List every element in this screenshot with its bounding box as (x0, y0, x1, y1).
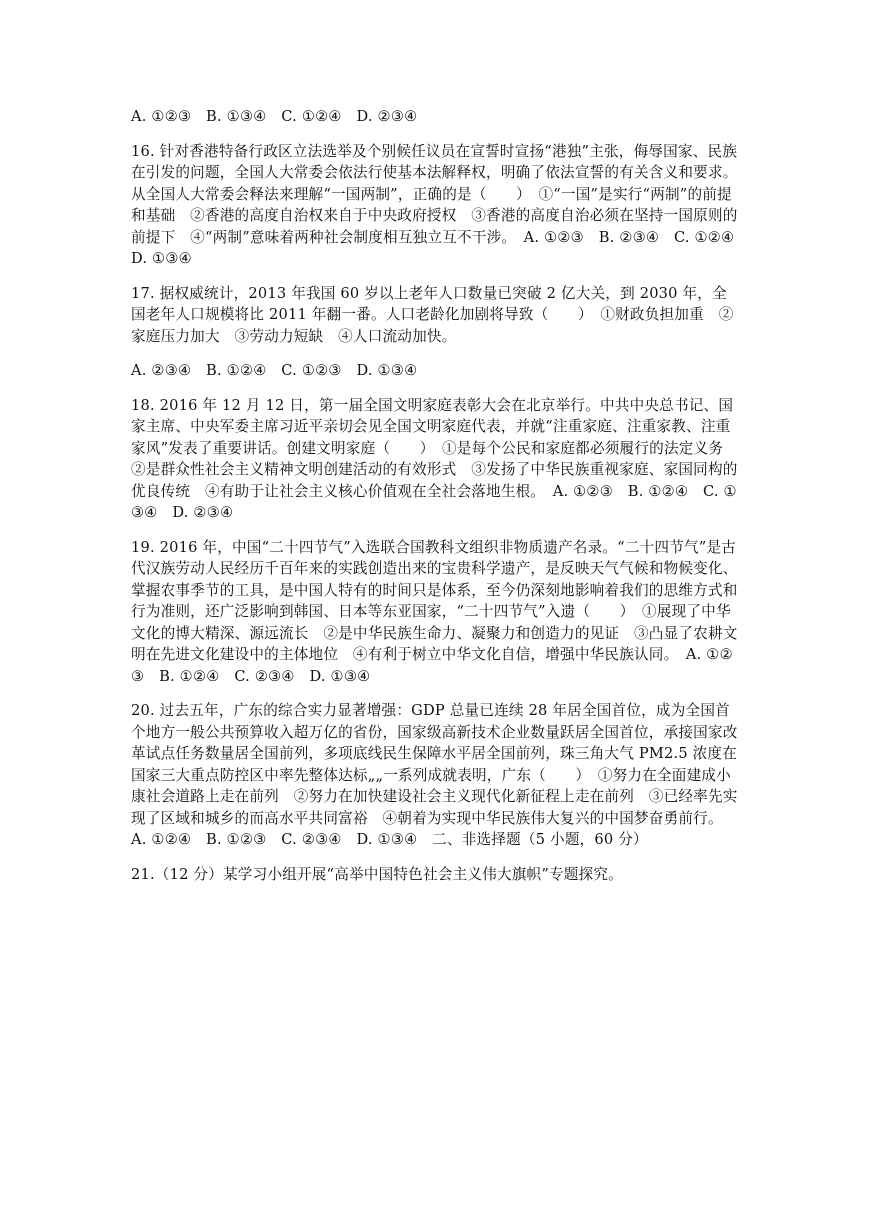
question-18: 18. 2016 年 12 月 12 日，第一届全国文明家庭表彰大会在北京举行。中共中央总书记、国家主席、中央军委主席习近平亲切会见全国文明家庭代表，并就“注重家庭、注重家教、注重家风”发表了重要讲话。创建文明家庭（ ） ①是每个公民和家庭都必须履行的法定义务 ②是群众性社会主义精神文明创建活动的有效形式 ③发扬了中华民族重视家庭、家国同构的优良传统 ④有助于让社会主义核心价值观在全社会落地生根。 A. ①②③ B. ①②④ C. ①③④ D. ②③④ (131, 396, 738, 521)
document-page (131, 100, 750, 898)
question-19: 19. 2016 年，中国“二十四节气”入选联合国教科文组织非物质遗产名录。“二十四节气”是古代汉族劳动人民经历千百年来的实践创造出来的宝贵科学遗产，是反映天气气候和物候变化、掌握农事季节的工具，是中国人特有的时间只是体系，至今仍深刻地影响着我们的思维方式和行为准则，还广泛影响到韩国、日本等东亚国家，“二十四节气”入遗（ ） ①展现了中华文化的博大精深、源远流长 ②是中华民族生命力、凝聚力和创造力的见证 ③凸显了农耕文明在先进文化建设中的主体地位 ④有利于树立中华文化自信，增强中华民族认同。 A. ①②③ B. ①②④ C. ②③④ D. ①③④ (131, 538, 738, 685)
question-20: 20. 过去五年，广东的综合实力显著增强：GDP 总量已连续 28 年居全国首位，成为全国首个地方一般公共预算收入超万亿的省份，国家级高新技术企业数量跃居全国首位，承接国家改革试点任务数量居全国前列，多项底线民生保障水平居全国前列，珠三角大气 PM2.5 浓度在国家三大重点防控区中率先整体达标„„一系列成就表明，广东（ ） ①努力在全面建成小康社会道路上走在前列 ②努力在加快建设社会主义现代化新征程上走在前列 ③已经率先实现了区域和城乡的而高水平共同富裕 ④朝着为实现中华民族伟大复兴的中国梦奋勇前行。 A. ①②④ B. ①②③ C. ②③④ D. ①③④ 二、非选择题（5 小题，60 分） (131, 702, 738, 848)
question-16: 16. 针对香港特备行政区立法选举及个别候任议员在宣誓时宣扬“港独”主张，侮辱国家、民族在引发的问题，全国人大常委会依法行使基本法解释权，明确了依法宣誓的有关含义和要求。从全国人大常委会释法来理解“一国两制”，正确的是（ ） ①“一国”是实行“两制”的前提和基础 ②香港的高度自治权来自于中央政府授权 ③香港的高度自治必须在坚持一国原则的前提下 ④“两制”意味着两种社会制度相互独立互不干涉。 A. ①②③ B. ②③④ C. ①②④ D. ①③④ (131, 142, 750, 267)
answer-options-15: A. ①②③ B. ①③④ C. ①②④ D. ②③④ (131, 108, 418, 125)
question-21: 21.（12 分）某学习小组开展“高举中国特色社会主义伟大旗帜”专题探究。 (131, 865, 623, 883)
answer-options-17: A. ②③④ B. ①②④ C. ①②③ D. ①③④ (131, 362, 418, 379)
question-17: 17. 据权威统计，2013 年我国 60 岁以上老年人口数量已突破 2 亿大关，到 2030 年，全国老年人口规模将比 2011 年翻一番。人口老龄化加剧将导致（ ） ①财政负担加重 ②家庭压力加大 ③劳动力短缺 ④人口流动加快。 (131, 284, 734, 345)
